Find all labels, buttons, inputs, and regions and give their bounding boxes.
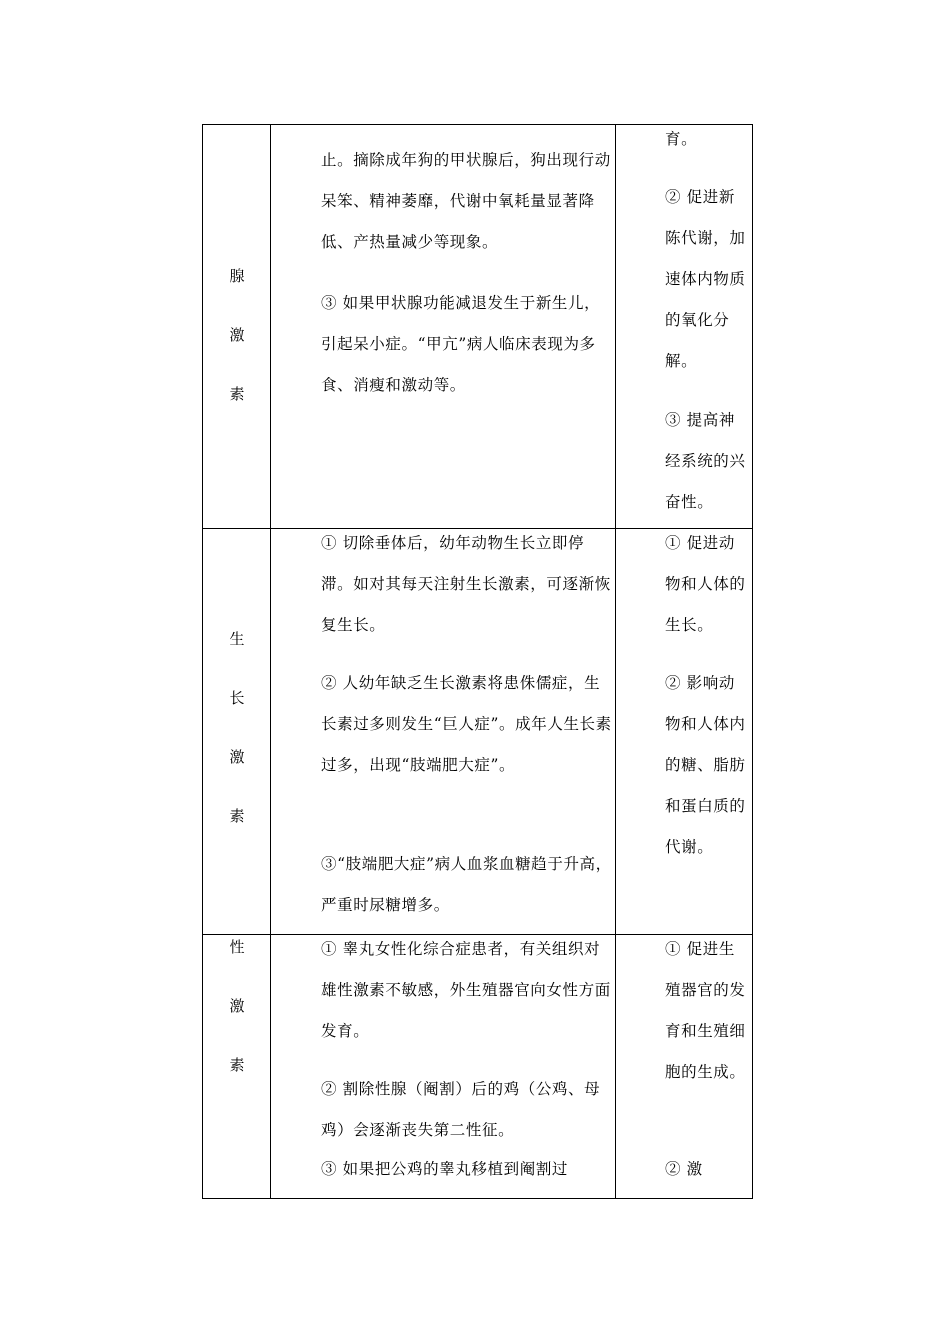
- hormone-name: [203, 937, 271, 1114]
- hormone-name-cell: [203, 529, 271, 934]
- hormone-name: [203, 629, 271, 865]
- hormone-name-char: 生: [229, 630, 245, 648]
- hormone-name-char: 激: [229, 997, 245, 1015]
- experiment-paragraph: 止。摘除成年狗的甲状腺后，狗出现行动呆笨、精神萎靡，代谢中氧耗量显著降低、产热量减少等现象。: [321, 151, 611, 251]
- experiment-paragraph: ③ 如果把公鸡的睾丸移植到阉割过: [321, 1160, 569, 1178]
- hormone-name-char: 长: [229, 689, 245, 707]
- experiment-cell: [271, 529, 616, 934]
- table-row: [203, 125, 752, 529]
- hormone-name-char: 素: [229, 385, 245, 403]
- experiment-paragraph: ① 切除垂体后，幼年动物生长立即停滞。如对其每天注射生长激素，可逐渐恢复生长。: [321, 534, 611, 634]
- table-row: [203, 529, 752, 935]
- function-paragraph: ② 激: [665, 1160, 703, 1178]
- hormone-name: [203, 266, 271, 443]
- experiment-paragraph: ② 割除性腺（阉割）后的鸡（公鸡、母鸡）会逐渐丧失第二性征。: [321, 1080, 601, 1139]
- function-paragraph: ① 促进生殖器官的发育和生殖细胞的生成。: [665, 940, 746, 1081]
- function-paragraph: ② 影响动物和人体内的糖、脂肪和蛋白质的代谢。: [665, 674, 746, 856]
- hormone-name-char: 腺: [229, 267, 245, 285]
- experiment-paragraph: ③ 如果甲状腺功能减退发生于新生儿，引起呆小症。“甲亢”病人临床表现为多食、消瘦和激动等。: [321, 294, 601, 394]
- experiment-paragraph: ② 人幼年缺乏生长激素将患侏儒症，生长素过多则发生“巨人症”。成年人生长素过多，出现“肢端肥大症”。: [321, 674, 612, 774]
- function-paragraph: 育。: [665, 130, 698, 148]
- hormone-name-char: 素: [229, 1056, 245, 1074]
- table-row: [203, 935, 752, 1199]
- experiment-cell: [271, 935, 616, 1199]
- function-cell: [616, 125, 752, 528]
- function-paragraph: ① 促进动物和人体的生长。: [665, 534, 746, 634]
- hormone-name-char: 激: [229, 748, 245, 766]
- hormone-name-char: 激: [229, 326, 245, 344]
- experiment-cell: [271, 125, 616, 528]
- hormone-name-cell: [203, 125, 271, 528]
- experiment-paragraph: ① 睾丸女性化综合症患者，有关组织对雄性激素不敏感，外生殖器官向女性方面发育。: [321, 940, 611, 1040]
- function-paragraph: ③ 提高神经系统的兴奋性。: [665, 411, 746, 511]
- function-cell: [616, 529, 752, 934]
- hormone-name-cell: [203, 935, 271, 1199]
- hormone-name-char: 素: [229, 807, 245, 825]
- experiment-paragraph: ③“肢端肥大症”病人血浆血糖趋于升高，严重时尿糖增多。: [321, 855, 612, 914]
- function-paragraph: ② 促进新陈代谢，加速体内物质的氧化分解。: [665, 188, 746, 370]
- function-cell: [616, 935, 752, 1199]
- hormone-name-char: 性: [229, 938, 245, 956]
- hormone-table: [202, 124, 753, 1199]
